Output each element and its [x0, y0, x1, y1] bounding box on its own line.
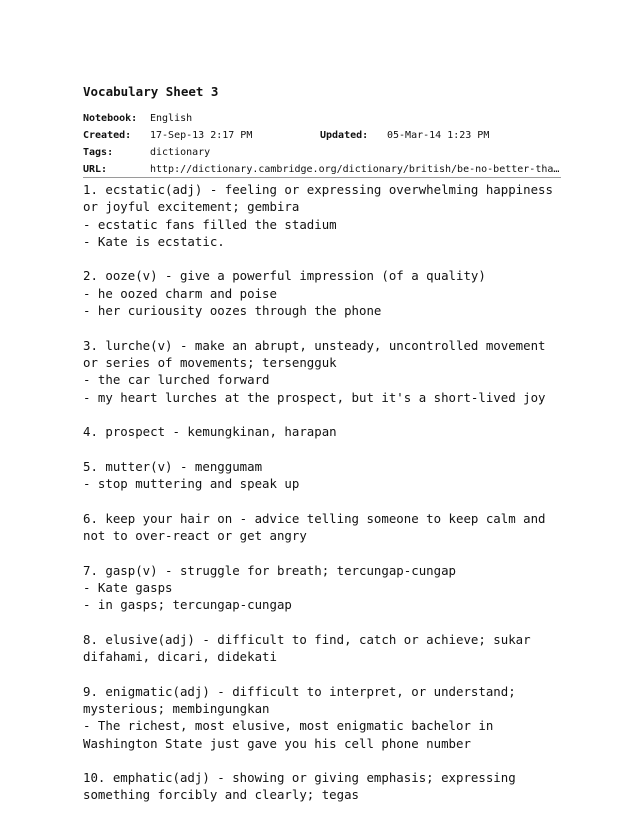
blank-line [83, 544, 563, 561]
text-line: 10. emphatic(adj) - showing or giving emphasis; expressing [83, 770, 516, 786]
url-link[interactable]: http://dictionary.cambridge.org/dictionary/british/be-no-better-tha… [150, 164, 560, 175]
text-line: - The richest, most elusive, most enigmatic bachelor in [83, 718, 494, 734]
blank-line [83, 319, 563, 336]
text-line: - the car lurched forward [83, 372, 270, 388]
text-line: not to over-react or get angry [83, 527, 307, 543]
text-line: 6. keep your hair on - advice telling someone to keep calm and [83, 510, 546, 526]
meta-row-url [83, 161, 561, 178]
notebook-label: Notebook: [83, 113, 138, 124]
text-line: - Kate gasps [83, 579, 173, 595]
text-line: 9. enigmatic(adj) - difficult to interpret, or understand; [83, 683, 516, 699]
notebook-value: English [150, 113, 193, 124]
text-line: Washington State just gave you his cell phone number [83, 735, 471, 751]
text-line: difahami, dicari, didekati [83, 649, 277, 665]
text-line: - ecstatic fans filled the stadium [83, 216, 337, 232]
text-line: 8. elusive(adj) - difficult to find, catch or achieve; sukar [83, 631, 531, 647]
note-metadata [83, 110, 561, 178]
text-line: or series of movements; tersengguk [83, 354, 337, 370]
updated-value: 05-Mar-14 1:23 PM [387, 130, 490, 141]
text-line: - stop muttering and speak up [83, 476, 300, 492]
blank-line [83, 250, 563, 267]
blank-line [83, 492, 563, 509]
updated-label: Updated: [320, 130, 369, 141]
created-value: 17-Sep-13 2:17 PM [150, 130, 253, 141]
text-line: - in gasps; tercungap-cungap [83, 597, 292, 613]
blank-line [83, 440, 563, 457]
meta-row-tags [83, 144, 561, 161]
blank-line [83, 613, 563, 630]
tags-label: Tags: [83, 147, 114, 158]
text-line: something forcibly and clearly; tegas [83, 787, 360, 803]
text-line: 7. gasp(v) - struggle for breath; tercungap-cungap [83, 562, 456, 578]
text-line: or joyful excitement; gembira [83, 199, 300, 215]
text-line: mysterious; membingungkan [83, 700, 270, 716]
blank-line [83, 752, 563, 769]
note-title: Vocabulary Sheet 3 [83, 84, 219, 99]
blank-line [83, 665, 563, 682]
text-line: - her curiousity oozes through the phone [83, 303, 382, 319]
metadata-divider [83, 177, 561, 178]
text-line: 1. ecstatic(adj) - feeling or expressing overwhelming happiness [83, 182, 553, 197]
text-line: 5. mutter(v) - menggumam [83, 458, 263, 474]
note-body [83, 181, 563, 803]
text-line: 2. ooze(v) - give a powerful impression (of a quality) [83, 268, 486, 284]
blank-line [83, 406, 563, 423]
text-line: 3. lurche(v) - make an abrupt, unsteady, uncontrolled movement [83, 337, 546, 353]
url-label: URL: [83, 164, 108, 175]
meta-row-notebook [83, 110, 561, 127]
created-label: Created: [83, 130, 132, 141]
text-line: 4. prospect - kemungkinan, harapan [83, 424, 337, 440]
tags-value: dictionary [150, 147, 211, 158]
text-line: - my heart lurches at the prospect, but it's a short-lived joy [83, 389, 546, 405]
text-line: - he oozed charm and poise [83, 285, 277, 301]
meta-row-created [83, 127, 561, 144]
text-line: - Kate is ecstatic. [83, 233, 225, 249]
